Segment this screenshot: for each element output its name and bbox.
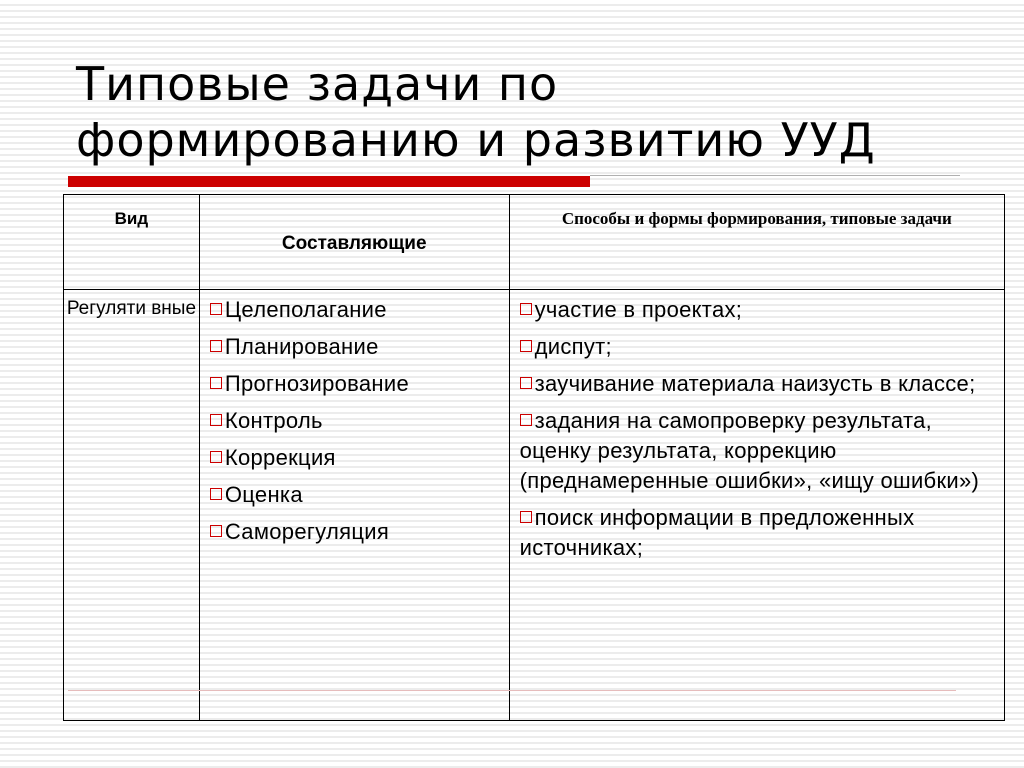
component-text: Целеполагание — [224, 297, 387, 322]
square-bullet-icon — [520, 377, 532, 389]
title-accent-bar — [68, 176, 590, 187]
list-item — [210, 480, 503, 510]
list-item — [210, 406, 503, 436]
slide-title-line-2: формированию и развитию УУД — [76, 113, 876, 167]
list-item — [520, 295, 986, 325]
slide-title — [76, 56, 976, 168]
way-text: задания на самопроверку результата, оценку результата, коррекцию (преднамеренные ошибки», «ищу ошибки») — [519, 408, 980, 493]
header-components: Составляющие — [199, 195, 509, 290]
square-bullet-icon — [520, 303, 532, 315]
component-text: Коррекция — [224, 445, 336, 470]
component-text: Прогнозирование — [224, 371, 410, 396]
cell-components — [199, 290, 509, 721]
cell-ways — [509, 290, 1004, 721]
square-bullet-icon — [210, 414, 222, 426]
uud-table — [63, 194, 1005, 721]
way-text: участие в проектах; — [534, 297, 743, 322]
list-item — [520, 406, 986, 496]
square-bullet-icon — [210, 303, 222, 315]
list-item — [210, 369, 503, 399]
way-text: поиск информации в предложенных источниках; — [519, 505, 915, 560]
list-item — [210, 517, 503, 547]
list-item — [210, 443, 503, 473]
table-header-row — [64, 195, 1005, 290]
header-ways: Способы и формы формирования, типовые задачи — [509, 195, 1004, 290]
component-text: Саморегуляция — [224, 519, 390, 544]
square-bullet-icon — [520, 340, 532, 352]
slide-title-line-1: Типовые задачи по — [76, 57, 559, 111]
square-bullet-icon — [210, 488, 222, 500]
list-item — [210, 295, 503, 325]
title-divider-line — [590, 175, 960, 176]
square-bullet-icon — [210, 525, 222, 537]
component-text: Оценка — [224, 482, 303, 507]
bottom-divider-line — [68, 690, 956, 691]
component-text: Планирование — [224, 334, 379, 359]
list-item — [520, 503, 986, 563]
list-item — [210, 332, 503, 362]
square-bullet-icon — [210, 451, 222, 463]
way-text: заучивание материала наизусть в классе; — [534, 371, 976, 396]
header-type: Вид — [64, 195, 200, 290]
square-bullet-icon — [210, 340, 222, 352]
component-text: Контроль — [224, 408, 323, 433]
list-item — [520, 332, 986, 362]
cell-type-regulatory: Регуляти вные — [64, 290, 200, 721]
square-bullet-icon — [210, 377, 222, 389]
way-text: диспут; — [534, 334, 612, 359]
table-row — [64, 290, 1005, 721]
square-bullet-icon — [520, 511, 532, 523]
square-bullet-icon — [520, 414, 532, 426]
list-item — [520, 369, 986, 399]
